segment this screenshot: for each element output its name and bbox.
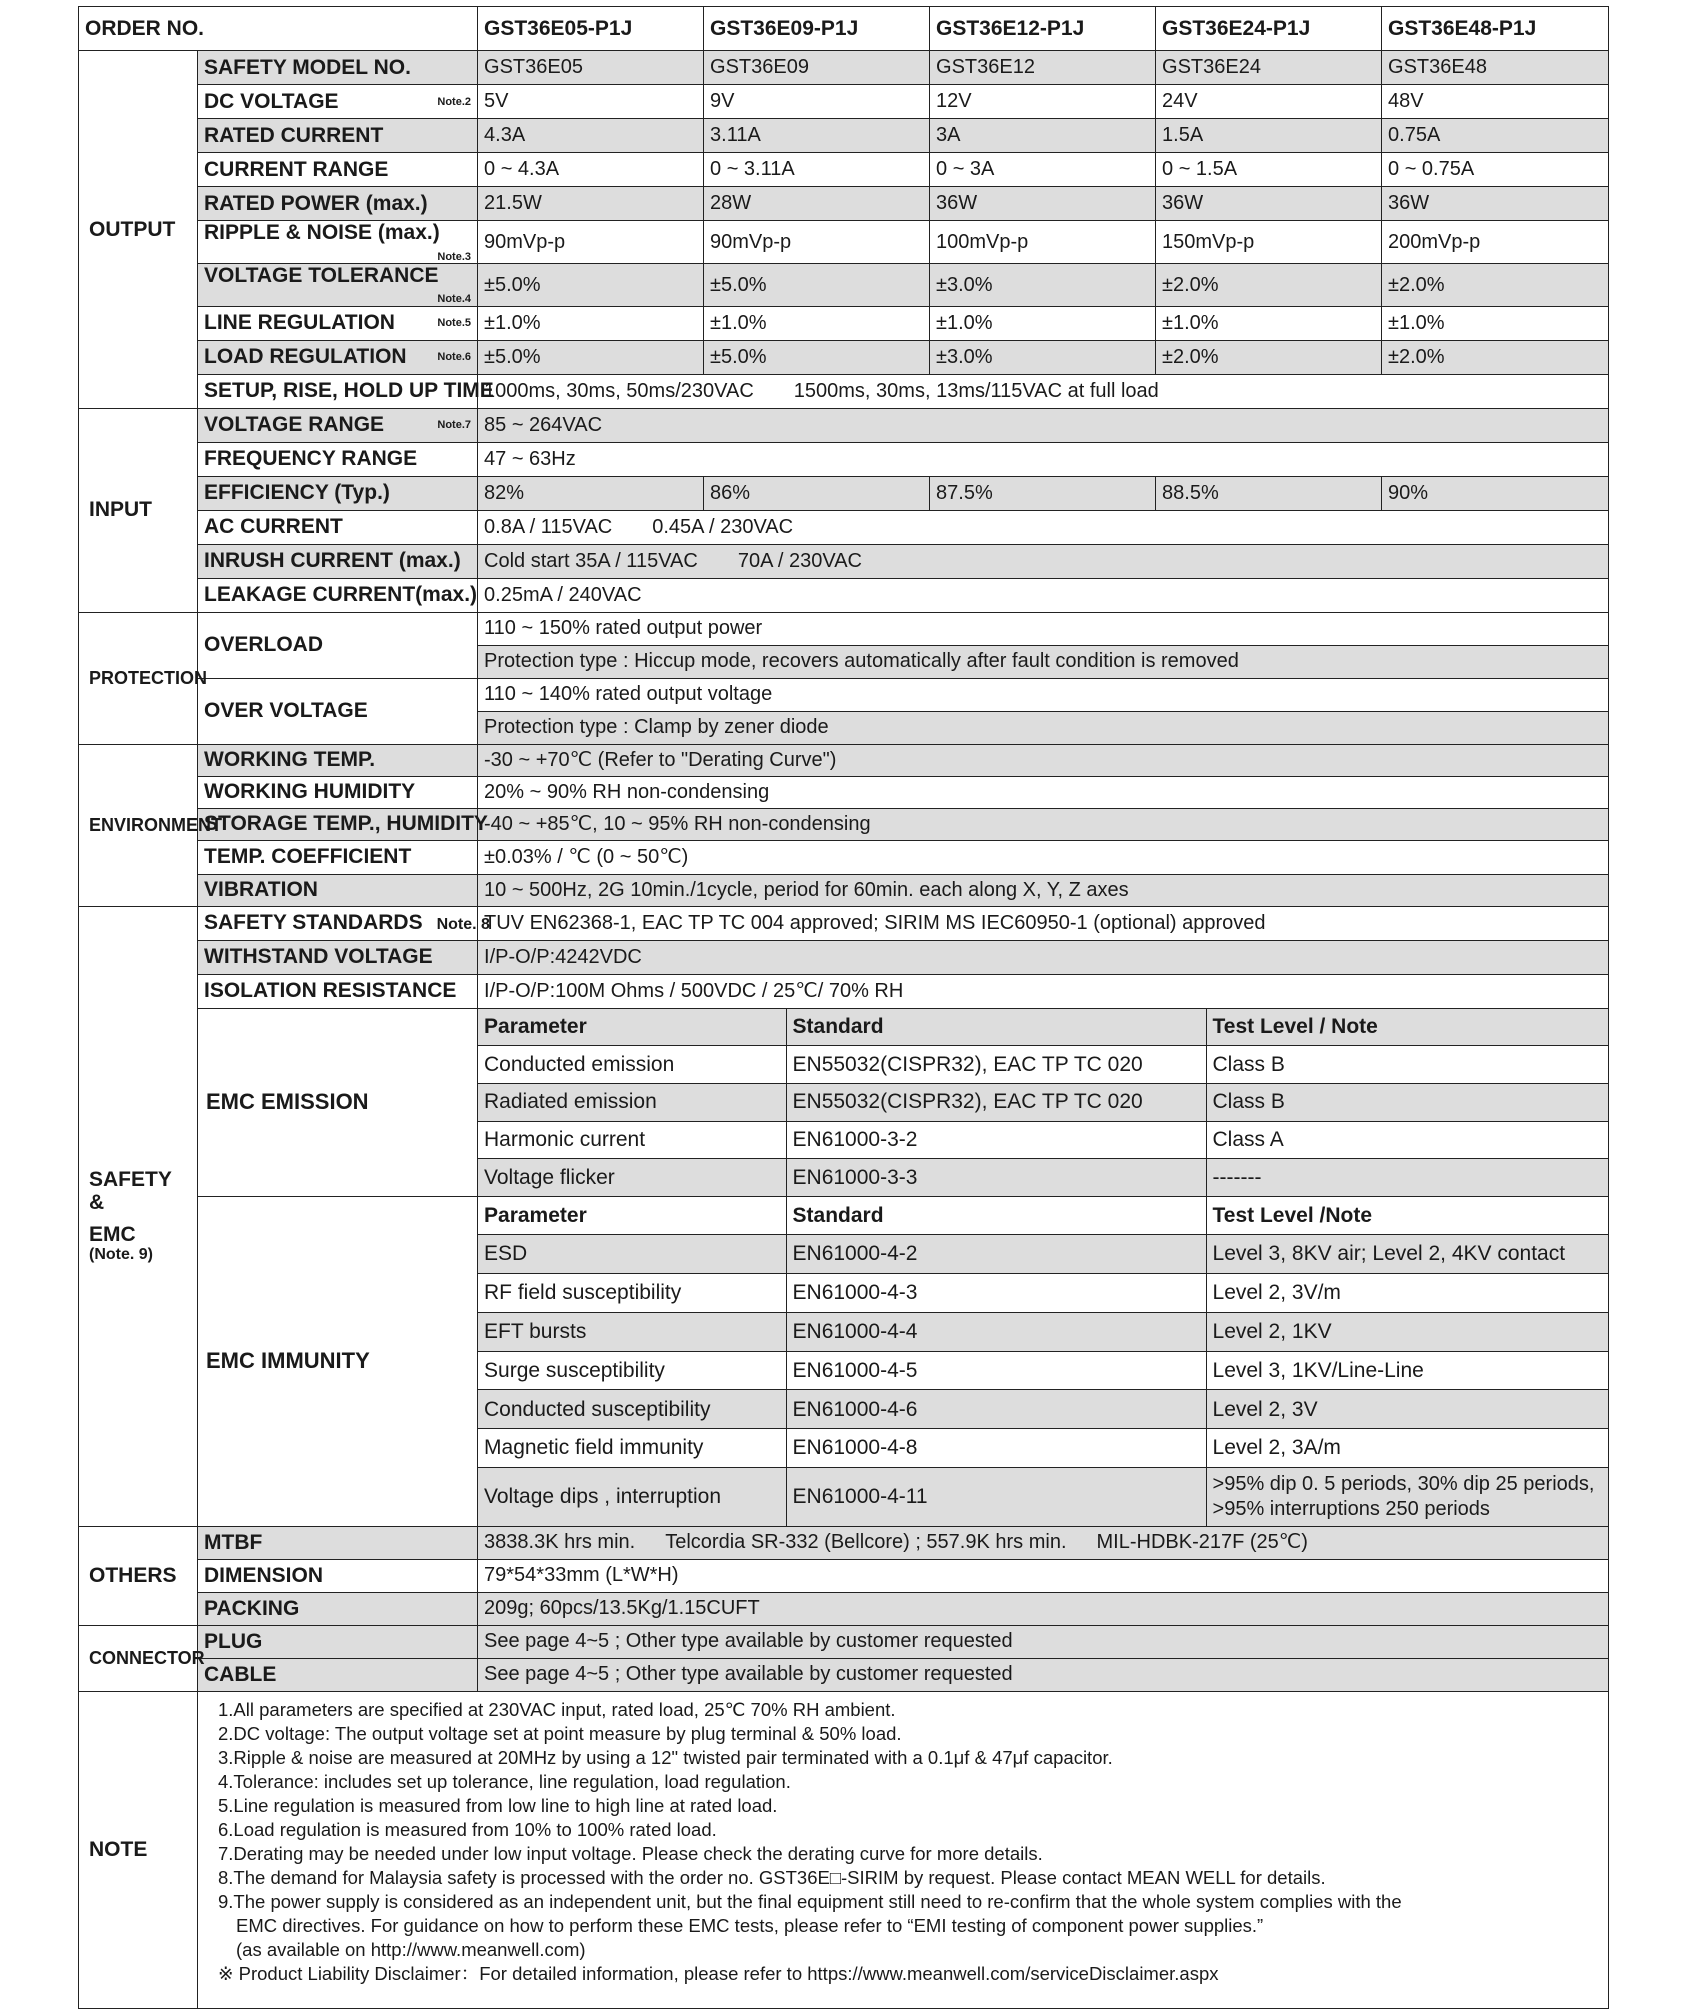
table-row [478,1235,1608,1274]
note-item: 2.DC voltage: The output voltage set at point measure by plug terminal & 50% load. [218,1722,902,1744]
working-temp-label: WORKING TEMP. [198,744,478,776]
overload-label: OVERLOAD [198,612,478,678]
withstand-label: WITHSTAND VOLTAGE [198,940,478,974]
note-item: 8.The demand for Malaysia safety is processed with the order no. GST36E□-SIRIM by request. Please contact MEAN WELL for details. [218,1866,1326,1888]
note-ref: Note.2 [437,95,472,108]
dc-voltage-value: 9V [704,85,930,119]
emission-cell: EN61000-3-3 [786,1159,1206,1196]
immunity-cell: Surge susceptibility [478,1351,786,1390]
note-item: 9.The power supply is considered as an independent unit, but the final equipment still need to re-confirm that the whole system complies with the [218,1891,1402,1913]
emission-cell: EN55032(CISPR32), EAC TP TC 020 [786,1083,1206,1121]
immunity-cell: EN61000-4-11 [786,1468,1206,1526]
spec-table [78,6,1609,2009]
vibration-label: VIBRATION [198,874,478,906]
frequency-range-label: FREQUENCY RANGE [198,442,478,476]
safety-model-value: GST36E05 [478,51,704,85]
ripple-label [198,221,478,264]
storage-label: STORAGE TEMP., HUMIDITY [198,808,478,840]
voltage-range-value: 85 ~ 264VAC [478,408,1609,442]
line-regulation-text: LINE REGULATION [204,311,395,335]
safety-section-b: EMC [89,1222,136,1246]
over-voltage-line1: 110 ~ 140% rated output voltage [478,678,1609,711]
immunity-cell: EN61000-4-3 [786,1274,1206,1313]
safety-model-value: GST36E12 [930,51,1156,85]
line-regulation-value: ±1.0% [1156,306,1382,340]
rated-current-label: RATED CURRENT [198,119,478,153]
immunity-cell: EN61000-4-2 [786,1235,1206,1274]
rated-current-value: 3A [930,119,1156,153]
input-section: INPUT [79,408,198,612]
cable-value: See page 4~5 ; Other type available by customer requested [478,1658,1609,1691]
voltage-tolerance-text: VOLTAGE TOLERANCE [204,263,439,287]
table-row [478,1429,1608,1468]
working-temp-value: -30 ~ +70℃ (Refer to "Derating Curve") [478,744,1609,776]
environment-section: ENVIRONMENT [79,744,198,906]
overload-line1: 110 ~ 150% rated output power [478,612,1609,645]
immunity-cell: Conducted susceptibility [478,1390,786,1429]
model-3: GST36E12-P1J [930,7,1156,51]
dc-voltage-value: 24V [1156,85,1382,119]
load-regulation-value: ±3.0% [930,340,1156,374]
safety-standards-label [198,906,490,940]
efficiency-value: 88.5% [1156,476,1382,510]
rated-current-value: 0.75A [1382,119,1609,153]
voltage-tolerance-value: ±2.0% [1382,263,1609,306]
connector-section: CONNECTOR [79,1625,198,1691]
current-range-value: 0 ~ 1.5A [1156,153,1382,187]
immunity-cell: RF field susceptibility [478,1274,786,1313]
table-row [478,1351,1608,1390]
setup-value-b: 1500ms, 30ms, 13ms/115VAC at full load [793,379,1159,402]
note-ref: Note.4 [437,293,472,306]
model-1: GST36E05-P1J [478,7,704,51]
emc-emission-label: EMC EMISSION [198,1008,478,1196]
voltage-tolerance-label [198,263,478,306]
inrush-a: Cold start 35A / 115VAC [484,549,698,572]
load-regulation-value: ±2.0% [1156,340,1382,374]
ac-current-b: 0.45A / 230VAC [652,515,794,538]
ripple-value: 90mVp-p [704,221,930,264]
emission-header: Test Level / Note [1206,1009,1608,1046]
immunity-cell [1206,1468,1608,1526]
storage-value: -40 ~ +85℃, 10 ~ 95% RH non-condensing [478,808,1609,840]
immunity-cell: Level 2, 3A/m [1206,1429,1608,1468]
load-regulation-value: ±5.0% [704,340,930,374]
safety-standards-text: SAFETY STANDARDS [204,911,423,935]
immunity-cell: Magnetic field immunity [478,1429,786,1468]
table-row [478,1046,1608,1084]
current-range-value: 0 ~ 4.3A [478,153,704,187]
line-regulation-value: ±1.0% [930,306,1156,340]
ac-current-label: AC CURRENT [198,510,478,544]
dc-voltage-value: 12V [930,85,1156,119]
safety-model-value: GST36E24 [1156,51,1382,85]
table-row [478,1009,1608,1046]
safety-model-value: GST36E09 [704,51,930,85]
note-item: (as available on http://www.meanwell.com) [236,1939,586,1961]
immunity-header: Test Level /Note [1206,1197,1608,1235]
rated-current-value: 4.3A [478,119,704,153]
emc-immunity-table [478,1196,1609,1526]
immunity-header: Standard [786,1197,1206,1235]
line-regulation-label [198,306,478,340]
emission-cell: Harmonic current [478,1121,786,1159]
note-item: 1.All parameters are specified at 230VAC input, rated load, 25℃ 70% RH ambient. [218,1698,896,1720]
rated-power-label: RATED POWER (max.) [198,187,478,221]
table-row [478,1468,1608,1526]
ripple-value: 150mVp-p [1156,221,1382,264]
dimension-value: 79*54*33mm (L*W*H) [478,1559,1609,1592]
table-row [478,1390,1608,1429]
plug-label: PLUG [198,1625,478,1658]
emission-cell: Voltage flicker [478,1159,786,1196]
table-row [478,1274,1608,1313]
immunity-cell: EN61000-4-5 [786,1351,1206,1390]
immunity-cell: Level 3, 1KV/Line-Line [1206,1351,1608,1390]
voltage-range-label [198,408,478,442]
immunity-cell: EN61000-4-4 [786,1312,1206,1351]
ac-current-a: 0.8A / 115VAC [484,515,613,538]
note-ref: Note.3 [437,250,472,263]
mtbf-value [478,1526,1609,1559]
safety-model-label: SAFETY MODEL NO. [198,51,478,85]
working-humidity-value: 20% ~ 90% RH non-condensing [478,776,1609,808]
output-section: OUTPUT [79,51,198,409]
emc-emission-table [478,1008,1609,1196]
line-regulation-value: ±1.0% [478,306,704,340]
efficiency-value: 90% [1382,476,1609,510]
voltage-tolerance-value: ±2.0% [1156,263,1382,306]
note-item: 3.Ripple & noise are measured at 20MHz by using a 12" twisted pair terminated with a 0.1μf & 47μf capacitor. [218,1746,1113,1768]
notes-block [198,1691,1609,2008]
table-row [478,1312,1608,1351]
voltage-tolerance-value: ±5.0% [478,263,704,306]
emission-cell: Class A [1206,1121,1608,1159]
emission-cell: ------- [1206,1159,1608,1196]
immunity-cell: Voltage dips , interruption [478,1468,786,1526]
emission-cell: Class B [1206,1083,1608,1121]
dc-voltage-value: 5V [478,85,704,119]
immunity-cell: Level 2, 3V [1206,1390,1608,1429]
table-row [478,1197,1608,1235]
load-regulation-value: ±5.0% [478,340,704,374]
emission-cell: EN55032(CISPR32), EAC TP TC 020 [786,1046,1206,1084]
line-regulation-value: ±1.0% [704,306,930,340]
immunity-cell: EFT bursts [478,1312,786,1351]
isolation-label: ISOLATION RESISTANCE [198,974,478,1008]
vibration-value: 10 ~ 500Hz, 2G 10min./1cycle, period for 60min. each along X, Y, Z axes [478,874,1609,906]
rated-power-value: 36W [930,187,1156,221]
temp-coeff-value: ±0.03% / ℃ (0 ~ 50℃) [478,840,1609,874]
table-row [478,1159,1608,1196]
note-section: NOTE [79,1691,198,2008]
ac-current-value [478,510,1609,544]
disclaimer: ※ Product Liability Disclaimer：For detailed information, please refer to https://www.meanwell.com/serviceDisclaimer.aspx [218,1963,1219,1985]
note-ref: Note.5 [437,317,472,330]
immunity-cell: ESD [478,1235,786,1274]
others-section: OTHERS [79,1526,198,1625]
over-voltage-line2: Protection type : Clamp by zener diode [478,711,1609,744]
withstand-value: I/P-O/P:4242VDC [478,940,1609,974]
note-ref: Note.6 [437,351,472,364]
inrush-value [478,544,1609,578]
working-humidity-label: WORKING HUMIDITY [198,776,478,808]
emission-cell: EN61000-3-2 [786,1121,1206,1159]
note-item: 6.Load regulation is measured from 10% to 100% rated load. [218,1818,717,1840]
mtbf-a: 3838.3K hrs min. [484,1531,636,1554]
note-item: 7.Derating may be needed under low input voltage. Please check the derating curve for more details. [218,1842,1043,1864]
setup-value [478,374,1609,408]
rated-power-value: 28W [704,187,930,221]
load-regulation-label [198,340,478,374]
note-ref: Note. 8 [436,916,490,934]
efficiency-label: EFFICIENCY (Typ.) [198,476,478,510]
over-voltage-label: OVER VOLTAGE [198,678,478,744]
voltage-tolerance-value: ±5.0% [704,263,930,306]
ripple-value: 200mVp-p [1382,221,1609,264]
current-range-label: CURRENT RANGE [198,153,478,187]
mtbf-b: Telcordia SR-332 (Bellcore) ; 557.9K hrs min. [665,1531,1067,1554]
rated-power-value: 21.5W [478,187,704,221]
dc-voltage-value: 48V [1382,85,1609,119]
mtbf-c: MIL-HDBK-217F (25℃) [1096,1531,1308,1554]
model-5: GST36E48-P1J [1382,7,1609,51]
safety-section-note: (Note. 9) [89,1246,153,1264]
table-row [478,1083,1608,1121]
immunity-cell: Level 3, 8KV air; Level 2, 4KV contact [1206,1235,1608,1274]
rated-power-value: 36W [1382,187,1609,221]
temp-coeff-label: TEMP. COEFFICIENT [198,840,478,874]
plug-value: See page 4~5 ; Other type available by customer requested [478,1625,1609,1658]
current-range-value: 0 ~ 3.11A [704,153,930,187]
protection-section: PROTECTION [79,612,198,744]
emission-cell: Conducted emission [478,1046,786,1084]
note-item: EMC directives. For guidance on how to perform these EMC tests, please refer to “EMI testing of component power supplies.” [236,1915,1264,1937]
immunity-cell: EN61000-4-6 [786,1390,1206,1429]
immunity-cell: Level 2, 3V/m [1206,1274,1608,1313]
rated-power-value: 36W [1156,187,1382,221]
model-2: GST36E09-P1J [704,7,930,51]
ripple-value: 90mVp-p [478,221,704,264]
safety-standards-value: TUV EN62368-1, EAC TP TC 004 approved; SIRIM MS IEC60950-1 (optional) approved [478,906,1609,940]
table-row [478,1121,1608,1159]
dimension-label: DIMENSION [198,1559,478,1592]
voltage-tolerance-value: ±3.0% [930,263,1156,306]
ripple-text: RIPPLE & NOISE (max.) [204,221,440,244]
frequency-range-value: 47 ~ 63Hz [478,442,1609,476]
order-row [79,7,1609,51]
immunity-cell: Level 2, 1KV [1206,1312,1608,1351]
inrush-b: 70A / 230VAC [737,549,863,572]
rated-current-value: 1.5A [1156,119,1382,153]
leakage-label: LEAKAGE CURRENT(max.) [198,578,478,612]
immunity-header: Parameter [478,1197,786,1235]
line-regulation-value: ±1.0% [1382,306,1609,340]
dc-voltage-text: DC VOLTAGE [204,89,339,113]
packing-label: PACKING [198,1592,478,1625]
dips-level-2: >95% interruptions 250 periods [1212,1497,1490,1520]
emission-cell: Radiated emission [478,1083,786,1121]
emc-immunity-label: EMC IMMUNITY [198,1196,478,1526]
dips-level-1: >95% dip 0. 5 periods, 30% dip 25 periods, [1212,1472,1595,1495]
emission-header: Parameter [478,1009,786,1046]
voltage-range-text: VOLTAGE RANGE [204,413,385,437]
mtbf-label: MTBF [198,1526,478,1559]
isolation-value: I/P-O/P:100M Ohms / 500VDC / 25℃/ 70% RH [478,974,1609,1008]
cable-label: CABLE [198,1658,478,1691]
model-4: GST36E24-P1J [1156,7,1382,51]
note-item: 4.Tolerance: includes set up tolerance, line regulation, load regulation. [218,1770,791,1792]
safety-section-a: SAFETY & [89,1167,172,1215]
emission-header: Standard [786,1009,1206,1046]
safety-section [79,906,198,1526]
rated-current-value: 3.11A [704,119,930,153]
efficiency-value: 87.5% [930,476,1156,510]
efficiency-value: 82% [478,476,704,510]
leakage-value: 0.25mA / 240VAC [478,578,1609,612]
efficiency-value: 86% [704,476,930,510]
ripple-value: 100mVp-p [930,221,1156,264]
overload-line2: Protection type : Hiccup mode, recovers automatically after fault condition is removed [478,645,1609,678]
note-ref: Note.7 [437,419,472,432]
current-range-value: 0 ~ 0.75A [1382,153,1609,187]
load-regulation-text: LOAD REGULATION [204,345,407,369]
setup-value-a: 1000ms, 30ms, 50ms/230VAC [484,379,754,402]
load-regulation-value: ±2.0% [1382,340,1609,374]
immunity-cell: EN61000-4-8 [786,1429,1206,1468]
safety-model-value: GST36E48 [1382,51,1609,85]
order-no-label: ORDER NO. [79,7,478,51]
current-range-value: 0 ~ 3A [930,153,1156,187]
packing-value: 209g; 60pcs/13.5Kg/1.15CUFT [478,1592,1609,1625]
note-item: 5.Line regulation is measured from low line to high line at rated load. [218,1794,778,1816]
dc-voltage-label [198,85,478,119]
setup-label: SETUP, RISE, HOLD UP TIME [198,374,478,408]
emission-cell: Class B [1206,1046,1608,1084]
inrush-label: INRUSH CURRENT (max.) [198,544,478,578]
